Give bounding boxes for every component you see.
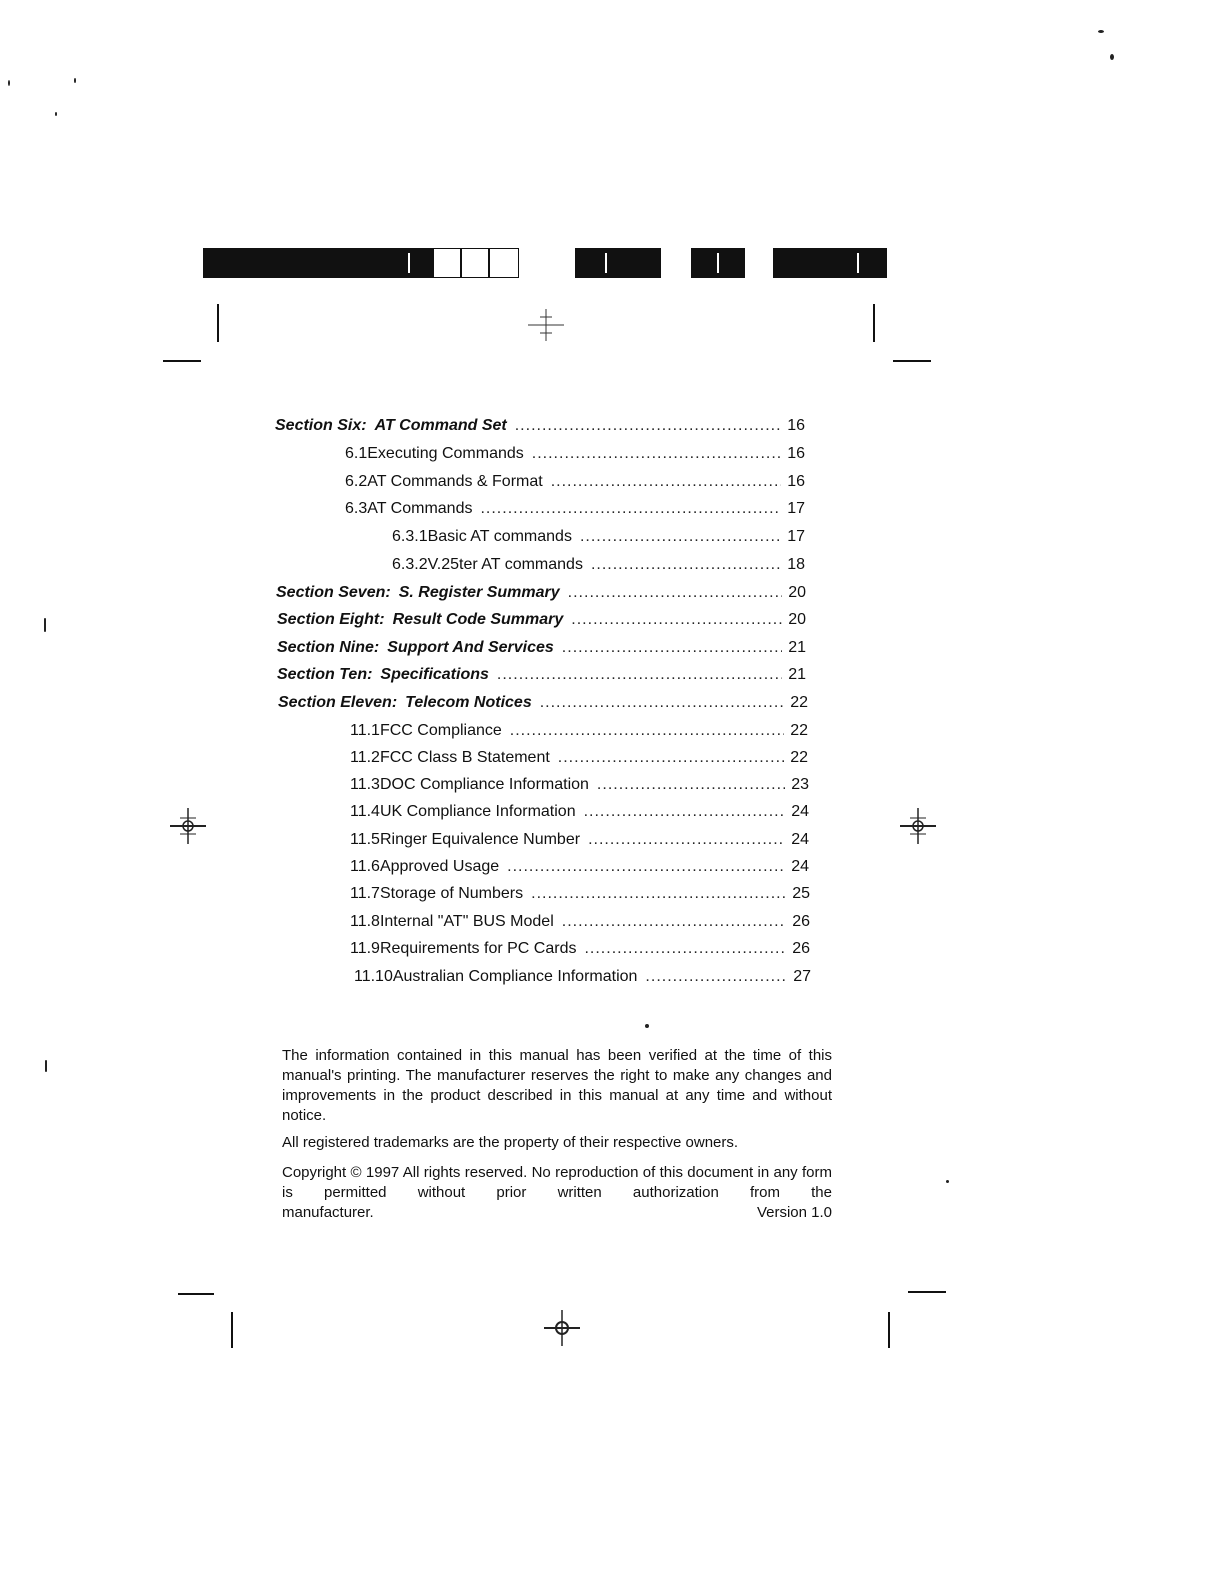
toc-page-number: 20: [788, 584, 806, 601]
toc-leader: [584, 937, 786, 961]
toc-item-number: 11.9: [350, 940, 380, 957]
toc-leader: [562, 910, 786, 934]
toc-item-title: Ringer Equivalence Number: [379, 831, 581, 848]
toc-leader: [591, 553, 781, 577]
toc-page-number: 24: [791, 858, 809, 875]
toc-section-title: Result Code Summary: [392, 611, 564, 628]
toc-item-number: 11.7: [350, 885, 380, 902]
toc-item-title: Approved Usage: [379, 858, 500, 875]
toc-section-row[interactable]: [277, 608, 806, 632]
toc-section-title: Telecom Notices: [405, 694, 532, 711]
toc-item-number: 11.5: [350, 831, 380, 848]
toc-leader: [568, 581, 783, 605]
toc-item-number: 11.4: [350, 803, 380, 820]
toc-leader: [562, 636, 782, 660]
toc-item-title: Executing Commands: [367, 445, 524, 462]
toc-page-number: 22: [790, 749, 808, 766]
scan-speck: [946, 1180, 949, 1183]
toc-page-number: 16: [787, 473, 805, 490]
toc-section-row[interactable]: [276, 581, 806, 605]
copyright-last-line: [282, 1203, 832, 1223]
toc-leader: [510, 719, 784, 743]
toc-item-row[interactable]: [350, 910, 810, 934]
toc-item-title: V.25ter AT commands: [427, 556, 583, 573]
crop-mark: [231, 1312, 233, 1348]
toc-item-title: AT Commands & Format: [367, 473, 543, 490]
disclaimer-paragraph: The information contained in this manual has been verified at the time of this manual's printing. The manufacturer reserves the right to make any changes and improvements in the product described in this manual at any time and without notice.: [282, 1047, 832, 1124]
toc-item-row[interactable]: [345, 442, 805, 466]
toc-section-label: Section Six:: [275, 417, 367, 434]
crop-mark: [888, 1312, 890, 1348]
copyright-last-word: manufacturer.: [282, 1204, 374, 1221]
toc-page-number: 27: [793, 968, 811, 985]
toc-leader: [558, 746, 784, 770]
toc-section-title: AT Command Set: [374, 417, 507, 434]
toc-leader: [507, 855, 785, 879]
toc-leader: [480, 497, 781, 521]
crop-mark: [908, 1291, 946, 1293]
toc-page-number: 22: [790, 694, 808, 711]
toc-item-number: 11.3: [350, 776, 380, 793]
toc-item-row[interactable]: [350, 800, 809, 824]
toc-item-title: FCC Class B Statement: [379, 749, 550, 766]
toc-item-row[interactable]: [350, 855, 809, 879]
toc-item-number: 11.6: [350, 858, 380, 875]
toc-item-title: DOC Compliance Information: [379, 776, 589, 793]
toc-item-title: Storage of Numbers: [379, 885, 524, 902]
toc-page-number: 17: [787, 528, 805, 545]
toc-leader: [532, 442, 781, 466]
toc-section-title: Support And Services: [387, 639, 554, 656]
toc-section-row[interactable]: [278, 691, 808, 715]
toc-leader: [584, 800, 786, 824]
toc-page-number: 16: [787, 445, 805, 462]
scan-speck: [45, 1060, 47, 1072]
toc-item-title: UK Compliance Information: [379, 803, 576, 820]
toc-page-number: 24: [791, 831, 809, 848]
toc-item-number: 6.3.1: [392, 528, 428, 545]
toc-section-row[interactable]: [275, 414, 805, 438]
toc-subitem-row[interactable]: [392, 525, 805, 549]
toc-item-row[interactable]: [345, 470, 805, 494]
toc-page-number: 16: [787, 417, 805, 434]
toc-subitem-row[interactable]: [392, 553, 805, 577]
toc-page-number: 25: [792, 885, 810, 902]
trademark-paragraph: All registered trademarks are the property of their respective owners.: [282, 1134, 739, 1151]
toc-section-row[interactable]: [277, 663, 806, 687]
toc-leader: [597, 773, 785, 797]
toc-item-row[interactable]: [350, 937, 810, 961]
version-label: Version 1.0: [756, 1204, 832, 1221]
toc-section-title: Specifications: [380, 666, 489, 683]
toc-item-number: 11.10: [354, 968, 393, 985]
toc-section-label: Section Ten:: [277, 666, 373, 683]
toc-section-row[interactable]: [277, 636, 806, 660]
toc-item-row[interactable]: [354, 965, 811, 989]
toc-page-number: 23: [791, 776, 809, 793]
toc-item-number: 11.8: [350, 913, 380, 930]
toc-item-number: 6.2: [345, 473, 368, 490]
toc-section-label: Section Seven:: [276, 584, 391, 601]
toc-item-row[interactable]: [350, 773, 809, 797]
toc-item-row[interactable]: [350, 828, 809, 852]
toc-leader: [497, 663, 782, 687]
scan-speck: [645, 1024, 649, 1028]
toc-page-number: 26: [792, 913, 810, 930]
toc-leader: [580, 525, 781, 549]
toc-item-title: Basic AT commands: [427, 528, 572, 545]
toc-page-number: 17: [787, 500, 805, 517]
toc-page-number: 21: [788, 639, 806, 656]
toc-item-title: FCC Compliance: [379, 722, 502, 739]
toc-leader: [645, 965, 787, 989]
toc-item-title: Requirements for PC Cards: [379, 940, 577, 957]
toc-page-number: 20: [788, 611, 806, 628]
toc-leader: [540, 691, 784, 715]
toc-item-title: Internal "AT" BUS Model: [379, 913, 554, 930]
copyright-paragraph: Copyright © 1997 All rights reserved. No reproduction of this document in any form is permitted without prior written authorization from the: [282, 1164, 832, 1201]
toc-item-number: 11.2: [350, 749, 380, 766]
toc-page-number: 21: [788, 666, 806, 683]
toc-leader: [531, 882, 786, 906]
toc-section-label: Section Nine:: [277, 639, 380, 656]
toc-leader: [588, 828, 785, 852]
toc-page-number: 22: [790, 722, 808, 739]
toc-item-title: AT Commands: [367, 500, 473, 517]
toc-page-number: 18: [787, 556, 805, 573]
crosshair-target-icon: [542, 1308, 582, 1348]
toc-item-number: 11.1: [350, 722, 380, 739]
toc-item-row[interactable]: [350, 746, 808, 770]
toc-item-number: 6.3.2: [392, 556, 428, 573]
toc-item-row[interactable]: [350, 882, 810, 906]
toc-item-title: Australian Compliance Information: [392, 968, 638, 985]
toc-leader: [551, 470, 782, 494]
toc-item-number: 6.1: [345, 445, 368, 462]
toc-leader: [515, 414, 781, 438]
toc-item-row[interactable]: [350, 719, 808, 743]
toc-page-number: 26: [792, 940, 810, 957]
toc-item-number: 6.3: [345, 500, 368, 517]
toc-item-row[interactable]: [345, 497, 805, 521]
crop-mark: [178, 1293, 214, 1295]
toc-leader: [571, 608, 782, 632]
toc-section-title: S. Register Summary: [398, 584, 560, 601]
toc-section-label: Section Eight:: [277, 611, 385, 628]
toc-page-number: 24: [791, 803, 809, 820]
toc-section-label: Section Eleven:: [278, 694, 398, 711]
